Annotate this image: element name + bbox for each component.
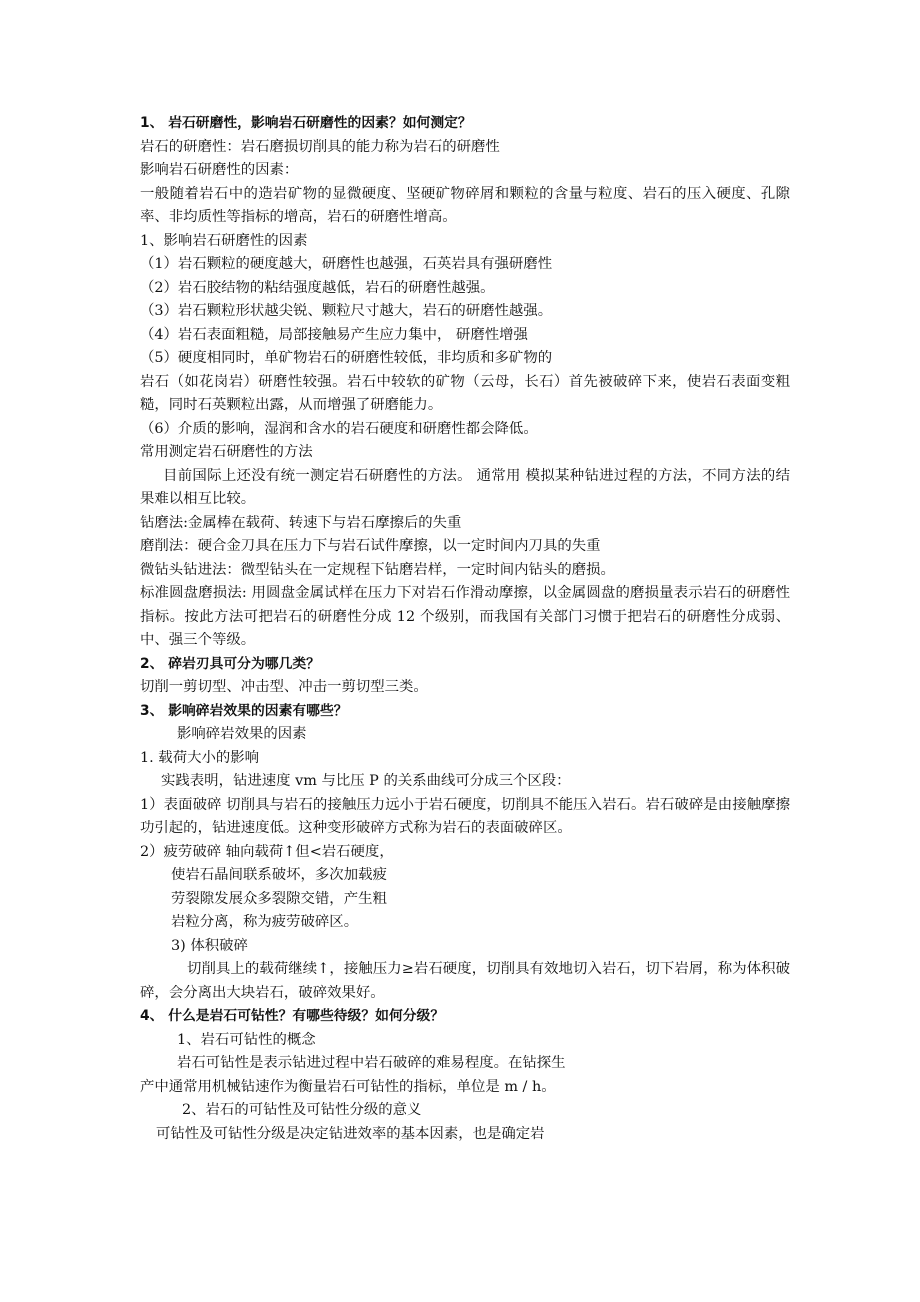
document-page: [140, 112, 790, 1146]
answer-2: 切削一剪切型、冲击型、冲击一剪切型三类。: [140, 679, 428, 695]
factors-label: 影响岩石研磨性的因素：: [140, 162, 299, 178]
fatigue-line-2: 使岩石晶间联系破坏，多次加载疲: [171, 867, 387, 883]
question-4-heading: 4、 什么是岩石可钻性？有哪些待级？如何分级？: [140, 1008, 445, 1024]
drillability-concept-heading: 1、岩石可钻性的概念: [177, 1031, 316, 1048]
drillability-line-2: 产中通常用机械钻速作为衡量岩石可钻性的指标，单位是 m / h。: [140, 1078, 556, 1095]
factor-item-6: （6）介质的影响，湿润和含水的岩石硬度和研磨性都会降低。: [140, 420, 538, 437]
drillability-grading-heading: 2、岩石的可钻性及可钻性分级的意义: [182, 1102, 422, 1118]
practice-line: 实践表明，钻进速度 vm 与比压 P 的关系曲线可分成三个区段：: [161, 773, 571, 789]
method-micro-bit: 微钻头钻进法：微型钻头在一定规程下钻磨岩样，一定时间内钻头的磨损。: [140, 561, 615, 578]
surface-breaking: 1）表面破碎 切削具与岩石的接触压力远小于岩石硬度，切削具不能压入岩石。岩石破碎是由接触摩擦功引起的，钻进速度低。这种变形破碎方式称为岩石的表面破碎区。: [140, 796, 790, 836]
method-standard-disc: 标准圆盘磨损法: 用圆盘金属试样在压力下对岩石作滑动摩擦，以金属圆盘的磨损量表示岩石的研磨性指标。按此方法可把岩石的研磨性分成 12 个级别，而我国有关部门习惯于把岩石的研磨性分成弱、中、强三个等级。: [140, 585, 790, 648]
factor-item-3: （3）岩石颗粒形状越尖锐、颗粒尺寸越大，岩石的研磨性越强。: [140, 303, 553, 319]
question-3-heading: 3、 影响碎岩效果的因素有哪些？: [140, 702, 348, 719]
definition-line: 岩石的研磨性：岩石磨损切削具的能力称为岩石的研磨性: [140, 138, 500, 155]
fatigue-line-4: 岩粒分离，称为疲劳破碎区。: [171, 914, 359, 930]
factor-item-2: （2）岩石胶结物的粘结强度越低，岩石的研磨性越强。: [140, 279, 495, 296]
volume-breaking-heading: 3) 体积破碎: [171, 937, 248, 954]
drillability-grading-line: 可钻性及可钻性分级是决定钻进效率的基本因素，也是确定岩: [156, 1125, 545, 1142]
answer-3-label: 影响碎岩效果的因素: [177, 726, 307, 742]
volume-breaking-paragraph: 切削具上的载荷继续↑，接触压力≥岩石硬度，切削具有效地切入岩石，切下岩屑，称为体积破碎，会分离出大块岩石，破碎效果好。: [140, 961, 790, 1001]
fatigue-breaking: 2）疲劳破碎 轴向载荷↑但<岩石硬度，: [140, 843, 394, 860]
section-heading: 1、影响岩石研磨性的因素: [140, 232, 308, 249]
factor-item-1: （1）岩石颗粒的硬度越大，研磨性也越强，石英岩具有强研磨性: [140, 256, 553, 272]
fatigue-line-3: 劳裂隙发展众多裂隙交错，产生粗: [171, 890, 387, 907]
question-2-heading: 2、 碎岩刃具可分为哪几类？: [140, 655, 320, 672]
factors-paragraph: 一般随着岩石中的造岩矿物的显微硬度、坚硬矿物碎屑和颗粒的含量与粒度、岩石的压入硬度、孔隙率、非均质性等指标的增高，岩石的研磨性增高。: [140, 185, 790, 225]
method-cutting: 磨削法：硬合金刀具在压力下与岩石试件摩擦，以一定时间内刀具的失重: [140, 538, 601, 554]
method-drill-grinding: 钻磨法:金属棒在载荷、转速下与岩石摩擦后的失重: [140, 514, 462, 531]
factor-item-4: （4）岩石表面粗糙，局部接触易产生应力集中， 研磨性增强: [140, 326, 528, 343]
methods-label: 常用测定岩石研磨性的方法: [140, 444, 313, 460]
methods-paragraph: 目前国际上还没有统一测定岩石研磨性的方法。 通常用 模拟某种钻进过程的方法，不同方法的结果难以相互比较。: [140, 467, 790, 507]
factor-item-5: （5）硬度相同时，单矿物岩石的研磨性较低，非均质和多矿物的: [140, 350, 553, 366]
load-effect-heading: 1. 载荷大小的影响: [140, 749, 260, 766]
drillability-line-1: 岩石可钻性是表示钻进过程中岩石破碎的难易程度。在钻探生: [177, 1055, 566, 1071]
question-1-heading: 1、 岩石研磨性，影响岩石研磨性的因素？如何测定？: [140, 115, 472, 131]
factor-item-5-continued: 岩石（如花岗岩）研磨性较强。岩石中较软的矿物（云母，长石）首先被破碎下来，使岩石表面变粗糙，同时石英颗粒出露，从而增强了研磨能力。: [140, 373, 790, 413]
